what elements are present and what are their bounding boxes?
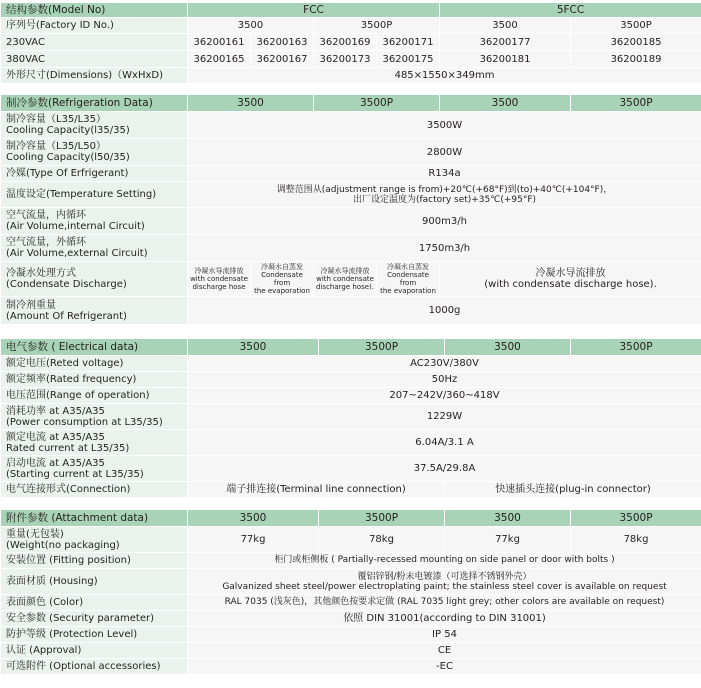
condensate-row	[1, 262, 701, 297]
row-label: 空气流量，外循环 (Air Volume,external Circuit)	[1, 235, 188, 262]
row-value: 1750m3/h	[188, 235, 701, 262]
row-value: 37.5A/29.8A	[188, 456, 701, 482]
model-label: 结构参数(Model No)	[1, 3, 188, 18]
electrical-table	[0, 338, 701, 498]
row-value: 6.04A/3.1 A	[188, 430, 701, 456]
row-value: CE	[188, 643, 701, 659]
id-cell: 36200163	[251, 34, 314, 51]
attachment-label: 附件参数 (Attachment data)	[1, 510, 188, 527]
row-value: 207~242V/360~418V	[188, 388, 701, 404]
spec-row	[1, 404, 701, 430]
id-cell: 36200171	[377, 34, 440, 51]
model-col: 3500P	[319, 339, 445, 356]
row-value: AC230V/380V	[188, 356, 701, 372]
row-label: 消耗功率 at A35/A35 (Power consumption at L35/35)	[1, 404, 188, 430]
model-col: 3500P	[571, 339, 701, 356]
spec-row	[1, 235, 701, 262]
condensate-cell: 冷凝水导流排放 with condensate discharge hose	[188, 262, 251, 297]
id-cell: 36200165	[188, 51, 251, 68]
electrical-header-row	[1, 339, 701, 356]
condensate-cell: 冷凝水导流排放 with condensate discharge hose).	[314, 262, 377, 297]
spec-row	[1, 611, 701, 627]
row-label: 制冷剂重量 (Amount Of Refrigerant)	[1, 297, 188, 325]
refrigeration-header-row	[1, 95, 701, 112]
refrigeration-table	[0, 94, 701, 325]
row-value: 柜门或柜侧板 ( Partially-recessed mounting on side panel or door with bolts )	[188, 553, 701, 569]
id-cell: 36200167	[251, 51, 314, 68]
row-value: 2800W	[188, 139, 701, 166]
row-label: 安全参数 (Security parameter)	[1, 611, 188, 627]
model-col: 3500P	[319, 510, 445, 527]
electrical-label: 电气参数 ( Electrical data)	[1, 339, 188, 356]
factory-col: 3500	[440, 18, 571, 34]
connection-row	[1, 482, 701, 498]
refrigeration-label: 制冷参数(Refrigeration Data)	[1, 95, 188, 112]
dimensions-value: 485×1550×349mm	[188, 68, 701, 84]
weight-value: 78kg	[571, 527, 701, 553]
row-value: 依照 DIN 31001(according to DIN 31001)	[188, 611, 701, 627]
connection-terminal: 端子排连接(Terminal line connection)	[188, 482, 445, 498]
group-5fcc: 5FCC	[440, 3, 701, 18]
row-label: 制冷容量（L35/L50） Cooling Capacity(l50/35)	[1, 139, 188, 166]
spec-row	[1, 356, 701, 372]
model-col: 3500	[188, 95, 314, 112]
row-label: 重量(无包装) (Weight(no packaging)	[1, 527, 188, 553]
condensate-wide: 冷凝水导流排放 (with condensate discharge hose).	[440, 262, 701, 297]
row-label: 冷媒(Type Of Erfrigerant)	[1, 166, 188, 182]
row-label: 启动电流 at A35/A35 (Starting current at L35/35)	[1, 456, 188, 482]
row-value: -EC	[188, 659, 701, 675]
spec-row	[1, 372, 701, 388]
id-cell: 36200177	[440, 34, 571, 51]
spec-row	[1, 297, 701, 325]
row-label: 防护等级 (Protection Level)	[1, 627, 188, 643]
factory-col: 3500P	[571, 18, 701, 34]
row-value: 3500W	[188, 112, 701, 139]
v380-row	[1, 51, 701, 68]
factory-row	[1, 18, 701, 34]
row-label: 电气连接形式(Connection)	[1, 482, 188, 498]
row-label: 表面颜色 (Color)	[1, 595, 188, 611]
model-col: 3500	[445, 339, 571, 356]
model-col: 3500P	[571, 510, 701, 527]
attachment-header-row	[1, 510, 701, 527]
row-label: 额定电流 at A35/A35 Rated current at L35/35)	[1, 430, 188, 456]
id-cell: 36200173	[314, 51, 377, 68]
row-value: IP 54	[188, 627, 701, 643]
model-header-row	[1, 3, 701, 18]
id-cell: 36200161	[188, 34, 251, 51]
row-label: 认证 (Approval)	[1, 643, 188, 659]
model-col: 3500	[445, 510, 571, 527]
row-label: 额定电压(Reted voltage)	[1, 356, 188, 372]
row-label: 冷凝水处理方式 (Condensate Discharge)	[1, 262, 188, 297]
id-cell: 36200185	[571, 34, 701, 51]
row-label: 表面材质 (Housing)	[1, 569, 188, 595]
row-label: 空气流量，内循环 (Air Volume,internal Circuit)	[1, 208, 188, 235]
model-col: 3500P	[314, 95, 440, 112]
row-value: 50Hz	[188, 372, 701, 388]
row-label: 安装位置 (Fitting position)	[1, 553, 188, 569]
row-value: RAL 7035 (浅灰色)，其他颜色按要求定做 (RAL 7035 light grey; other colors are available on request)	[188, 595, 701, 611]
id-cell: 36200189	[571, 51, 701, 68]
v230-row	[1, 34, 701, 51]
weight-row	[1, 527, 701, 553]
weight-value: 77kg	[188, 527, 319, 553]
id-cell: 36200175	[377, 51, 440, 68]
connection-plug: 快速插头连接(plug-in connector)	[445, 482, 701, 498]
spec-row	[1, 553, 701, 569]
attachment-table	[0, 509, 701, 675]
v230-label: 230VAC	[1, 34, 188, 51]
spec-row	[1, 643, 701, 659]
spec-row	[1, 659, 701, 675]
weight-value: 78kg	[319, 527, 445, 553]
model-col: 3500	[188, 339, 319, 356]
row-value: 调整范围从(adjustment range is from)+20℃(+68°F)到(to)+40℃(+104°F)， 出厂设定温度为(factory set)+35℃(+95°F)	[188, 182, 701, 208]
row-label: 制冷容量（L35/L35） Cooling Capacity(l35/35)	[1, 112, 188, 139]
model-table	[0, 2, 701, 84]
spec-row	[1, 595, 701, 611]
condensate-cell: 冷凝水自蒸发 Condensate from the evaporation	[251, 262, 314, 297]
spec-row	[1, 569, 701, 595]
model-col: 3500P	[571, 95, 701, 112]
dimensions-label: 外形尺寸(Dimensions)（WxHxD)	[1, 68, 188, 84]
spec-row	[1, 208, 701, 235]
factory-label: 序列号(Factory ID No.)	[1, 18, 188, 34]
row-label: 电压范围(Range of operation)	[1, 388, 188, 404]
condensate-cell: 冷凝水自蒸发 Condensate from the evaporation	[377, 262, 440, 297]
spec-row	[1, 388, 701, 404]
model-col: 3500	[440, 95, 571, 112]
factory-col: 3500	[188, 18, 314, 34]
spec-row	[1, 166, 701, 182]
row-value: 1000g	[188, 297, 701, 325]
spec-row	[1, 430, 701, 456]
row-value: 900m3/h	[188, 208, 701, 235]
id-cell: 36200169	[314, 34, 377, 51]
row-value: 1229W	[188, 404, 701, 430]
row-label: 额定频率(Rated frequency)	[1, 372, 188, 388]
row-value: R134a	[188, 166, 701, 182]
row-value: 覆铝锌钢/粉末电镀漆（可选择不锈钢外壳） Galvanized sheet steel/power electroplating paint; the stainless steel cover is available on request	[188, 569, 701, 595]
row-label: 温度设定(Temperature Setting)	[1, 182, 188, 208]
spec-row	[1, 112, 701, 139]
dimensions-row	[1, 68, 701, 84]
spec-row	[1, 456, 701, 482]
id-cell: 36200181	[440, 51, 571, 68]
v380-label: 380VAC	[1, 51, 188, 68]
spec-row	[1, 627, 701, 643]
group-fcc: FCC	[188, 3, 440, 18]
model-col: 3500	[188, 510, 319, 527]
spec-row	[1, 139, 701, 166]
spec-row	[1, 182, 701, 208]
row-label: 可选附件 (Optional accessories)	[1, 659, 188, 675]
weight-value: 77kg	[445, 527, 571, 553]
factory-col: 3500P	[314, 18, 440, 34]
